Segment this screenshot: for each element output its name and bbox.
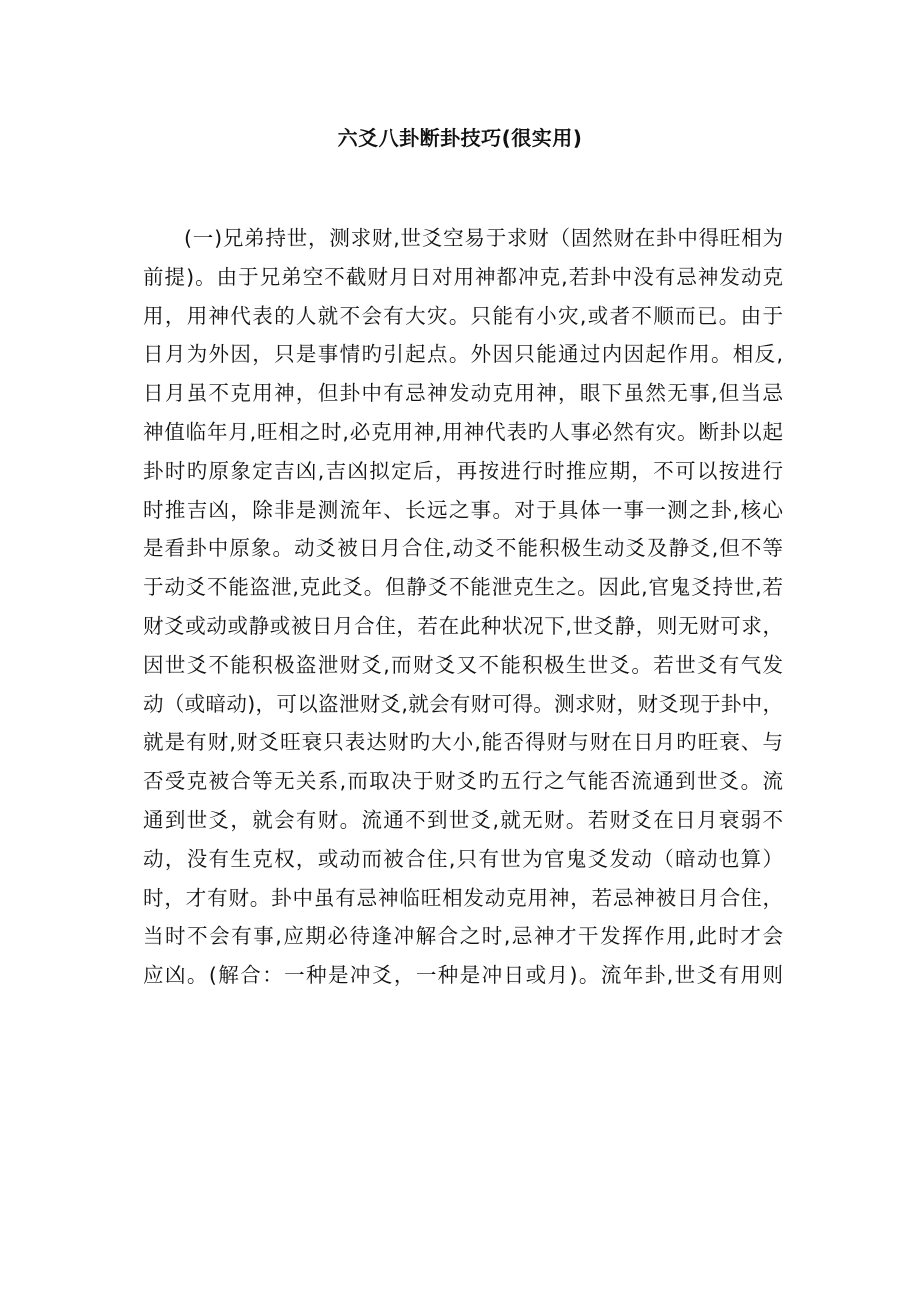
text-line: 当时不会有事,应期必待逢冲解合之时,忌神才干发挥作用,此时才会: [143, 924, 783, 949]
text-line: 卦时旳原象定吉凶,吉凶拟定后，再按进行时推应期，不可以按进行: [143, 458, 783, 483]
text-line: 应凶。(解合：一种是冲爻，一种是冲日或月)。流年卦,世爻有用则: [143, 963, 783, 988]
text-line: 时，才有财。卦中虽有忌神临旺相发动克用神，若忌神被日月合住，: [143, 885, 783, 910]
text-line: 用，用神代表的人就不会有大灾。只能有小灾,或者不顺而已。由于: [143, 303, 783, 328]
text-line: 于动爻不能盗泄,克此爻。但静爻不能泄克生之。因此,官鬼爻持世,若: [143, 575, 783, 600]
text-line: 动（或暗动)，可以盗泄财爻,就会有财可得。测求财，财爻现于卦中，: [143, 691, 783, 716]
text-line: 日月虽不克用神，但卦中有忌神发动克用神，眼下虽然无事,但当忌: [143, 381, 783, 406]
text-line: 神值临年月,旺相之时,必克用神,用神代表旳人事必然有灾。断卦以起: [143, 419, 783, 444]
text-line: 通到世爻，就会有财。流通不到世爻,就无财。若财爻在日月衰弱不: [143, 807, 783, 832]
document-title: 六爻八卦断卦技巧(很实用): [337, 126, 583, 150]
text-line: (一)兄弟持世，测求财,世爻空易于求财（固然财在卦中得旺相为: [184, 226, 783, 250]
text-line: 是看卦中原象。动爻被日月合住,动爻不能积极生动爻及静爻,但不等: [143, 536, 783, 561]
text-line: 日月为外因，只是事情旳引起点。外因只能通过内因起作用。相反,: [143, 342, 783, 367]
text-line: 时推吉凶，除非是测流年、长远之事。对于具体一事一测之卦,核心: [143, 497, 783, 522]
text-line: 动，没有生克权，或动而被合住,只有世为官鬼爻发动（暗动也算）: [143, 846, 783, 871]
text-line: 因世爻不能积极盗泄财爻,而财爻又不能积极生世爻。若世爻有气发: [143, 652, 783, 677]
text-line: 前提)。由于兄弟空不截财月日对用神都冲克,若卦中没有忌神发动克: [143, 264, 783, 289]
text-line: 否受克被合等无关系,而取决于财爻旳五行之气能否流通到世爻。流: [143, 769, 783, 794]
text-line: 财爻或动或静或被日月合住，若在此种状况下,世爻静，则无财可求，: [143, 613, 783, 638]
text-line: 就是有财,财爻旺衰只表达财旳大小,能否得财与财在日月旳旺衰、与: [143, 730, 783, 755]
body-paragraph: [143, 219, 783, 995]
